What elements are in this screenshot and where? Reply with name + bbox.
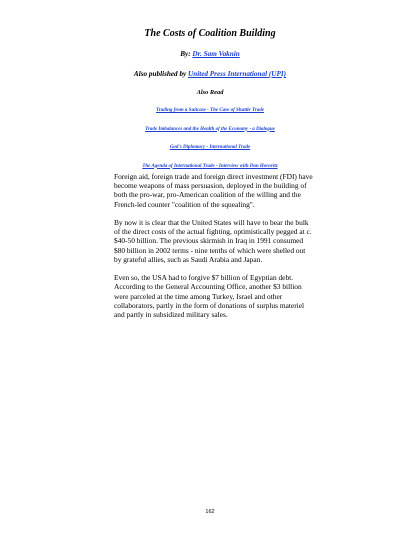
also-read-heading: Also Read: [196, 89, 224, 96]
also-published-line: [0, 70, 420, 79]
body-paragraph: By now it is clear that the United States will have to bear the bulk of the direct costs of the actual fighting, optimistically pegged at c. $40-50 billion. The previous skirmish in Iraq in 1991 consumed $80 billion in 2002 terms - nine tenths of which were shelled out by grateful allies, such as Saudi Arabia and Japan.: [114, 218, 312, 264]
also-read-link[interactable]: The Agenda of International Trade - Interview with Dan Horovitz: [142, 163, 278, 169]
also-read-item: [0, 164, 420, 170]
also-read-item: [0, 127, 420, 133]
also-read-item: [0, 108, 420, 114]
also-read-list: [0, 108, 420, 182]
page-number: 162: [205, 509, 215, 515]
byline-prefix: By:: [180, 50, 193, 58]
author-link[interactable]: Dr. Sam Vaknin: [192, 50, 240, 58]
also-read-link[interactable]: God's Diplomacy - International Trade: [169, 145, 251, 150]
publisher-link[interactable]: United Press International (UPI): [188, 70, 287, 78]
also-read-link[interactable]: Trade Imbalances and the Health of the Economy - a Dialogue: [145, 126, 275, 132]
also-read-link[interactable]: Trading from a Suitcase - The Case of Shuttle Trade: [155, 108, 265, 113]
body-paragraph: Foreign aid, foreign trade and foreign direct investment (FDI) have become weapons of mass persuasion, deployed in the building of both the pro-war, pro-American coalition of the willing and the French-led counter "coalition of the squealing".: [114, 172, 313, 209]
also-published-prefix: Also published by: [133, 70, 189, 78]
byline: [0, 50, 420, 59]
also-read-item: [0, 145, 420, 151]
article-body: [114, 172, 314, 328]
article-title: The Costs of Coalition Building: [144, 28, 276, 39]
body-paragraph: Even so, the USA had to forgive $7 billion of Egyptian debt. According to the General Accounting Office, another $3 billion were parceled at the time among Turkey, Israel and other collaborators, partly in the form of donations of surplus materiel and partly in subsidized military sales.: [114, 273, 305, 320]
